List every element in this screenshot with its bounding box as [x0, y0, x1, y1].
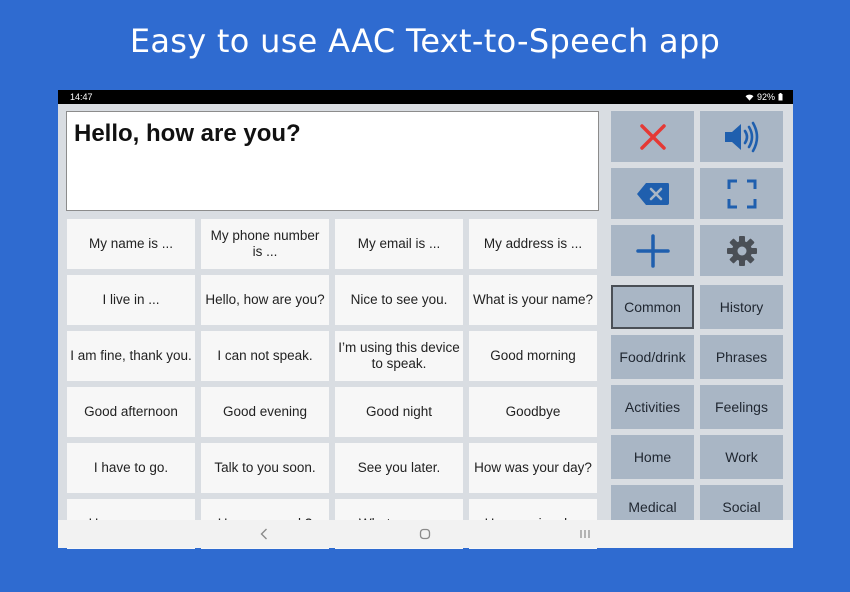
tablet-screen: [58, 90, 793, 548]
speech-text-input[interactable]: Hello, how are you?: [66, 111, 599, 211]
phrase-button[interactable]: Good evening: [201, 387, 329, 437]
phrase-button[interactable]: I have to go.: [67, 443, 195, 493]
phrase-button[interactable]: I can not speak.: [201, 331, 329, 381]
back-icon: [260, 528, 268, 540]
phrase-button[interactable]: My address is ...: [469, 219, 597, 269]
fullscreen-icon: [727, 179, 757, 209]
control-panel: [611, 111, 785, 276]
status-time: 14:47: [70, 92, 93, 102]
speaker-icon: [723, 121, 761, 153]
add-icon: [636, 234, 670, 268]
phrase-button[interactable]: I live in ...: [67, 275, 195, 325]
fullscreen-button[interactable]: [700, 168, 783, 219]
phrase-button[interactable]: Talk to you soon.: [201, 443, 329, 493]
category-phrases[interactable]: Phrases: [700, 335, 783, 379]
phrase-button[interactable]: What is your name?: [469, 275, 597, 325]
android-nav-bar: [58, 520, 793, 548]
phrase-button[interactable]: See you later.: [335, 443, 463, 493]
category-history[interactable]: History: [700, 285, 783, 329]
add-phrase-button[interactable]: [611, 225, 694, 276]
headline: Easy to use AAC Text-to-Speech app: [129, 22, 721, 60]
nav-back-button[interactable]: [244, 520, 284, 548]
aac-app: [58, 104, 793, 520]
close-icon: [639, 123, 667, 151]
wifi-icon: [745, 94, 754, 101]
category-work[interactable]: Work: [700, 435, 783, 479]
category-feelings[interactable]: Feelings: [700, 385, 783, 429]
speak-button[interactable]: [700, 111, 783, 162]
phrase-button[interactable]: How was your day?: [469, 443, 597, 493]
phrase-button[interactable]: My email is ...: [335, 219, 463, 269]
status-bar: [58, 90, 793, 104]
category-panel: [611, 285, 785, 529]
settings-button[interactable]: [700, 225, 783, 276]
phrase-button[interactable]: Good night: [335, 387, 463, 437]
category-common[interactable]: Common: [611, 285, 694, 329]
battery-icon: [778, 93, 783, 101]
status-right: [745, 90, 783, 104]
phrase-button[interactable]: I am fine, thank you.: [67, 331, 195, 381]
phrase-button[interactable]: Nice to see you.: [335, 275, 463, 325]
category-activities[interactable]: Activities: [611, 385, 694, 429]
category-home[interactable]: Home: [611, 435, 694, 479]
phrase-button[interactable]: Goodbye: [469, 387, 597, 437]
phrase-button[interactable]: Good morning: [469, 331, 597, 381]
phrase-button[interactable]: My name is ...: [67, 219, 195, 269]
category-medical[interactable]: Medical: [611, 485, 694, 529]
battery-level: 92%: [756, 92, 775, 102]
gear-icon: [726, 235, 758, 267]
backspace-icon: [636, 182, 670, 206]
category-social[interactable]: Social: [700, 485, 783, 529]
recents-icon: [579, 529, 591, 539]
phrase-button[interactable]: My phone number is ...: [201, 219, 329, 269]
phrase-grid: [67, 219, 599, 549]
nav-recents-button[interactable]: [565, 520, 605, 548]
phrase-button[interactable]: I’m using this device to speak.: [335, 331, 463, 381]
category-food-drink[interactable]: Food/drink: [611, 335, 694, 379]
phrase-button[interactable]: Hello, how are you?: [201, 275, 329, 325]
nav-home-button[interactable]: [405, 520, 445, 548]
home-icon: [419, 528, 431, 540]
backspace-button[interactable]: [611, 168, 694, 219]
clear-button[interactable]: [611, 111, 694, 162]
phrase-button[interactable]: Good afternoon: [67, 387, 195, 437]
